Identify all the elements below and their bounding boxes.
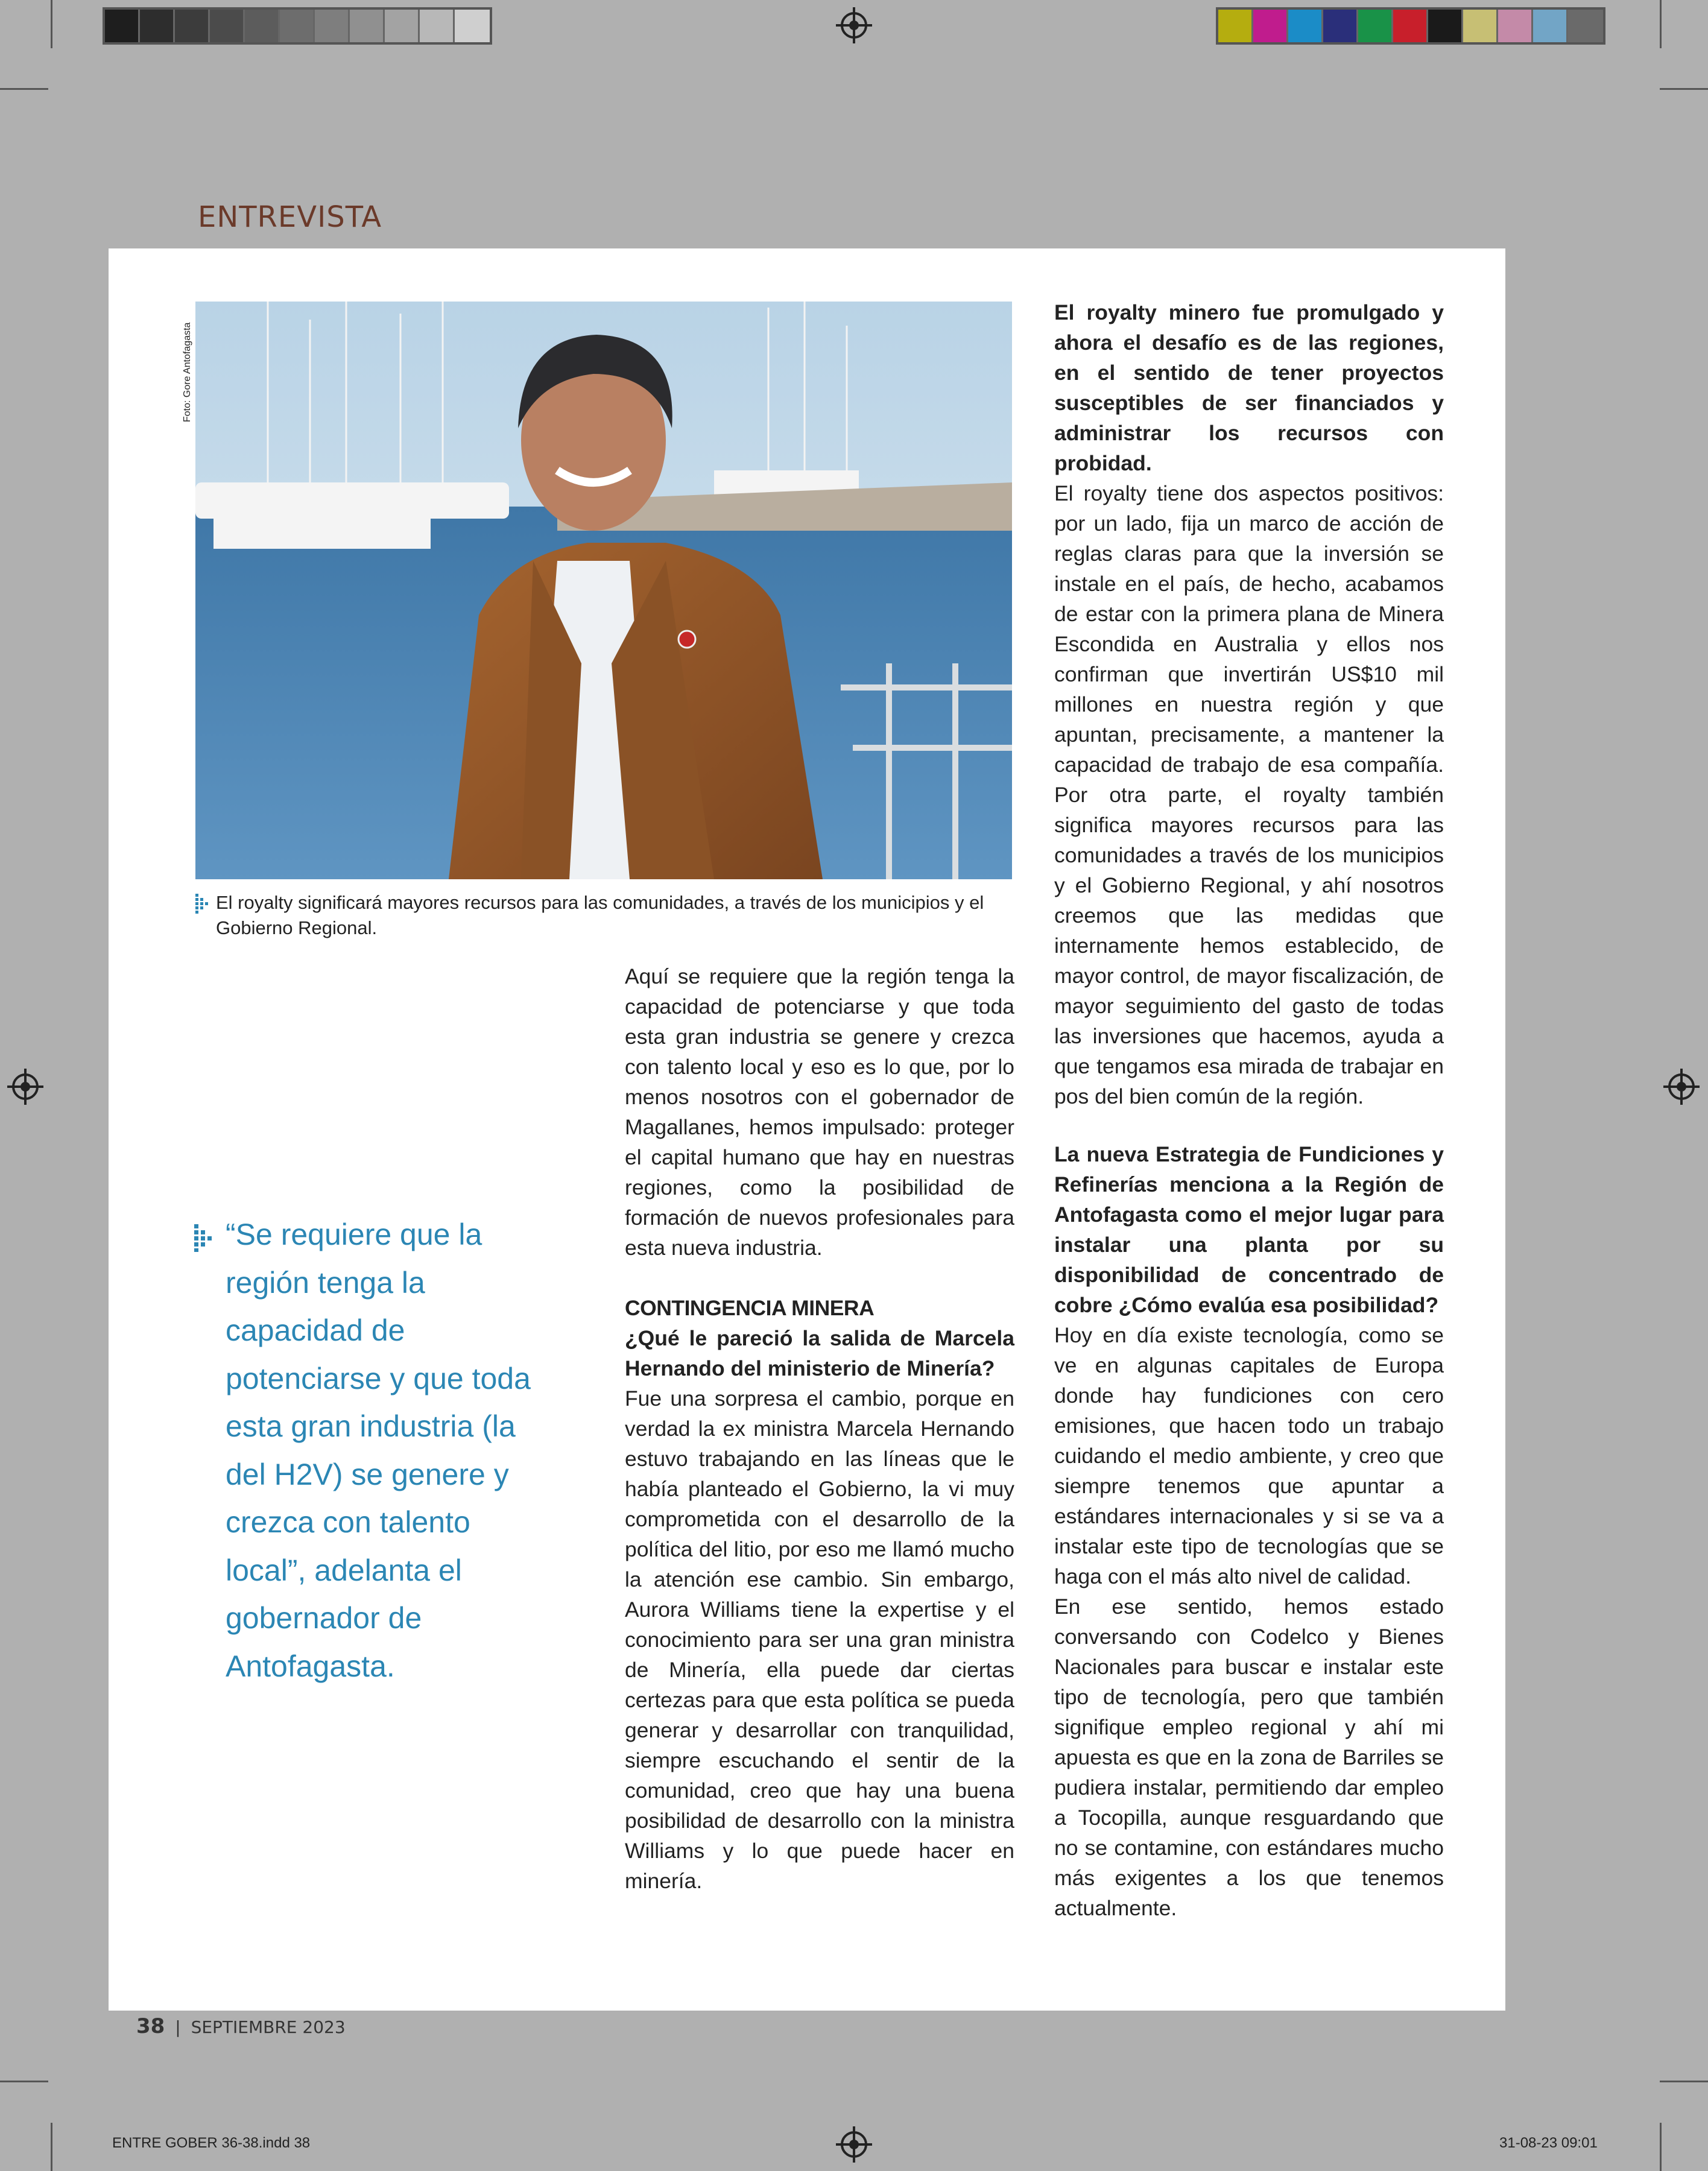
dot-bullet-icon: [194, 1218, 216, 1266]
article-column-right: [1054, 297, 1444, 1923]
color-swatch: [385, 10, 420, 42]
color-swatch: [1393, 10, 1428, 42]
color-swatch: [1533, 10, 1568, 42]
color-swatch: [1323, 10, 1358, 42]
registration-mark-left: [12, 1073, 39, 1100]
interview-answer: Hoy en día existe tecnología, como se ve en algunas capitales de Europa donde hay fundiciones con cero emisiones, que hacen todo un trabajo cuidando el medio ambiente, y creo que siempre tenemos que apuntar a estándares internacionales y si se va a instalar este tipo de tecnologías que se haga con el más alto nivel de calidad.: [1054, 1323, 1444, 1588]
crop-mark: [0, 88, 48, 90]
article-photo: [195, 302, 1012, 879]
color-swatch: [280, 10, 315, 42]
crop-mark: [1660, 0, 1662, 48]
section-label: ENTREVISTA: [198, 200, 382, 234]
interview-answer: El royalty tiene dos aspectos positivos: por un lado, fija un marco de acción de reglas claras para que la inversión se instale en el país, de hecho, acabamos de estar con la primera plana de Minera Escondida en Australia y ellos nos confirman que invertirán US$10 mil millones en nuestra región y que apuntan, precisamente, a mantener la capacidad de trabajo de esa compañía. Por otra parte, el royalty también significa mayores recursos para las comunidades a través de los municipios y el Gobierno Regional, y ahí nosotros creemos que las medidas que internamente hemos establecido, de mayor control, de mayor fiscalización, de mayor seguimiento del gasto de todas las inversiones que hacemos, ayuda a que tengamos esa mirada de trabajar en pos del bien común de la región.: [1054, 481, 1444, 1108]
caption-text: El royalty significará mayores recursos para las comunidades, a través de los municipios y el Gobierno Regional.: [216, 892, 984, 938]
process-color-bar: [1216, 7, 1605, 45]
color-swatch: [1428, 10, 1463, 42]
body-paragraph: Aquí se requiere que la región tenga la capacidad de potenciarse y que toda esta gran industria se genere y crezca con talento local y eso es lo que, por lo menos nosotros con el gobernador de Magallanes, hemos impulsado: proteger el capital humano que hay en nuestras regiones, como la posibilidad de formación de nuevos profesionales para esta nueva industria.: [625, 964, 1014, 1260]
color-swatch: [175, 10, 210, 42]
color-swatch: [1218, 10, 1253, 42]
color-swatch: [140, 10, 175, 42]
color-swatch: [455, 10, 490, 42]
crop-mark: [51, 2123, 52, 2171]
color-swatch: [1358, 10, 1393, 42]
color-swatch: [1568, 10, 1603, 42]
color-swatch: [350, 10, 385, 42]
pull-quote: [194, 1211, 556, 1690]
crop-mark: [1660, 2081, 1708, 2082]
interview-question: El royalty minero fue promulgado y ahora el desafío es de las regiones, en el sentido de tener proyectos susceptibles de ser financiados y administrar los recursos con probidad.: [1054, 300, 1444, 475]
article-column-middle: [625, 961, 1014, 1896]
color-swatch: [1498, 10, 1533, 42]
crop-mark: [1660, 2123, 1662, 2171]
pull-quote-text: “Se requiere que la región tenga la capacidad de potenciarse y que toda esta gran industria (la del H2V) se genere y crezca con talento local”, adelanta el gobernador de Antofagasta.: [226, 1218, 531, 1683]
interview-question: ¿Qué le pareció la salida de Marcela Hernando del ministerio de Minería?: [625, 1326, 1014, 1380]
color-swatch: [1463, 10, 1498, 42]
color-swatch: [315, 10, 350, 42]
crop-mark: [51, 0, 52, 48]
registration-mark-right: [1668, 1073, 1695, 1100]
subheading: CONTINGENCIA MINERA: [625, 1296, 875, 1320]
footer-separator: |: [175, 2017, 181, 2037]
color-swatch: [105, 10, 140, 42]
page-footer: [136, 2014, 346, 2038]
color-swatch: [1288, 10, 1323, 42]
slug-filename: ENTRE GOBER 36-38.indd 38: [112, 2135, 311, 2151]
page-number: 38: [136, 2014, 165, 2038]
interview-answer: En ese sentido, hemos estado conversando con Codelco y Bienes Nacionales para buscar e instalar este tipo de tecnología, pero que también signifique empleo regional y ahí mi apuesta es que en la zona de Barriles se pudiera instalar, permitiendo dar empleo a Tocopilla, aunque resguardando que no se contamine, con estándares mucho más exigentes a los que tenemos actualmente.: [1054, 1594, 1444, 1920]
color-swatch: [245, 10, 280, 42]
registration-mark-bottom: [841, 2131, 867, 2158]
slug-timestamp: 31-08-23 09:01: [1499, 2135, 1598, 2151]
issue-date: SEPTIEMBRE 2023: [191, 2017, 346, 2037]
registration-mark-top: [841, 12, 867, 39]
photo-credit: Foto: Gore Antofagasta: [182, 322, 192, 422]
dot-bullet-icon: [195, 894, 211, 921]
photo-caption: [195, 890, 1013, 941]
interview-answer: Fue una sorpresa el cambio, porque en verdad la ex ministra Marcela Hernando estuvo trabajando en las líneas que le había planteado el Gobierno, la vi muy comprometida con el desarrollo de la política del litio, por eso me llamó mucho la atención ese cambio. Sin embargo, Aurora Williams tiene la expertise y el conocimiento para ser una gran ministra de Minería, ella puede dar ciertas certezas para que esta política se pueda generar y desarrollar con tranquilidad, siempre escuchando el sentir de la comunidad, creo que hay una buena posibilidad de desarrollo con la ministra Williams y lo que puede hacer en minería.: [625, 1386, 1014, 1893]
color-swatch: [420, 10, 455, 42]
interview-question: La nueva Estrategia de Fundiciones y Refinerías menciona a la Región de Antofagasta como el mejor lugar para instalar una planta por su disponibilidad de concentrado de cobre ¿Cómo evalúa esa posibilidad?: [1054, 1142, 1444, 1317]
color-swatch: [1253, 10, 1288, 42]
gray-color-bar: [103, 7, 492, 45]
color-swatch: [210, 10, 245, 42]
crop-mark: [0, 2081, 48, 2082]
crop-mark: [1660, 88, 1708, 90]
